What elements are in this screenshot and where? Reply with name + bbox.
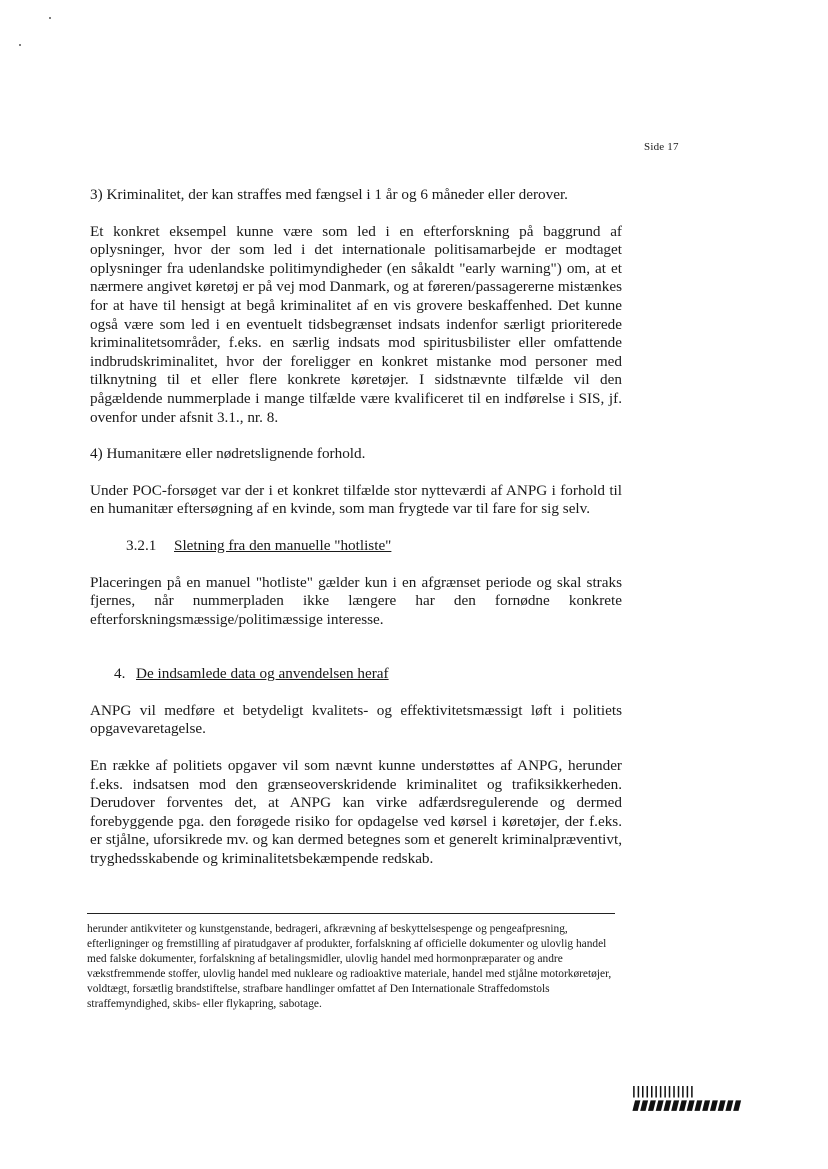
hotlist-paragraph: Placeringen på en manuel "hotliste" gælder kun i en afgrænset periode og skal straks fjernes, når nummerpladen ikke længere har den fornødne konkrete efterforskningsmæssige/politimæssige interesse. bbox=[90, 573, 622, 628]
anpg-paragraph: ANPG vil medføre et betydeligt kvalitets- og effektivitetsmæssigt løft i politiets opgavevaretagelse. bbox=[90, 701, 622, 738]
scan-barcode bbox=[632, 1084, 741, 1112]
body-text bbox=[90, 186, 622, 869]
footnote: herunder antikviteter og kunstgenstande, bedrageri, afkrævning af beskyttelsespenge og pengeafpresning, efterligninger og fremstilling af piratudgaver af produkter, forfalskning af officielle dokumenter og ulovlig handel med falske dokumenter, forfalskning af betalingsmidler, ulovlig handel med hormonpræparater og andre vækstfremmende stoffer, ulovlig handel med nukleare og radioaktive materiale, handel med stjålne motorkøretøjer, voldtægt, forsætlig brandstiftelse, strafbare handlinger omfattet af Den Internationale Straffedomstols straffemyndighed, skibs- eller flykapring, sabotage. bbox=[87, 923, 612, 1011]
scan-speck bbox=[49, 17, 51, 19]
subsection-title: Sletning fra den manuelle "hotliste" bbox=[174, 536, 392, 554]
subsection-number: 3.2.1 bbox=[126, 536, 157, 554]
section-number: 4. bbox=[114, 665, 126, 683]
section-heading bbox=[114, 665, 622, 684]
poc-paragraph: Under POC-forsøget var der i et konkret tilfælde stor nytteværdi af ANPG i forhold til en humanitær eftersøgning af en kvinde, som man frygtede var til fare for sig selv. bbox=[90, 481, 622, 518]
subsection-heading bbox=[126, 537, 622, 556]
list-heading-4: 4) Humanitære eller nødretslignende forhold. bbox=[90, 445, 366, 463]
scan-speck bbox=[19, 44, 21, 46]
barcode-row-2: ▮▮▮▮▮▮▮▮▮▮▮▮▮▮ bbox=[632, 1097, 741, 1112]
page-number: Side 17 bbox=[644, 141, 679, 153]
list-heading-3: 3) Kriminalitet, der kan straffes med fængsel i 1 år og 6 måneder eller derover. bbox=[90, 186, 568, 203]
section-title: De indsamlede data og anvendelsen heraf bbox=[136, 665, 389, 683]
barcode-row-1: |||||||||||||| bbox=[632, 1084, 695, 1098]
tasks-paragraph: En række af politiets opgaver vil som nævnt kunne understøttes af ANPG, herunder f.eks. indsatsen mod den grænseoverskridende kriminalitet og trafiksikkerheden. Derudover forventes det, at ANPG kan virke adfærdsregulerende og dermed forebyggende pga. den forøgede risiko for opdagelse ved kørsel i køretøjer, der f.eks. er stjålne, uforsikrede mv. og kan dermed betegnes som et generelt kriminalpræventivt, tryghedsskabende og kriminalitetsbekæmpende redskab. bbox=[90, 757, 622, 868]
footnote-separator bbox=[87, 913, 615, 914]
example-paragraph: Et konkret eksempel kunne være som led i en efterforskning på baggrund af oplysninger, hvor der som led i det internationale politisamarbejde er modtaget oplysninger fra udenlandske politimyndigheder (en såkaldt "early warning") om, at et nærmere angivet køretøj er på vej mod Danmark, og at føreren/passagererne mistænkes for at have til hensigt at begå kriminalitet af en vis grovere beskaffenhed. Det kunne også være som led i en eventuelt tidsbegrænset indsats indenfor særligt prioriterede kriminalitetsområder, f.eks. en særlig indsats mod spiritusbilister eller omfattende indbrudskriminalitet, hvor der foreligger en konkret mistanke mod personer med tilknytning til et eller flere konkrete køretøjer. I sidstnævnte tilfælde vil den pågældende nummerplade i mange tilfælde være kvalificeret til en indførelse i SIS, jf. ovenfor under afsnit 3.1., nr. 8. bbox=[90, 222, 622, 426]
